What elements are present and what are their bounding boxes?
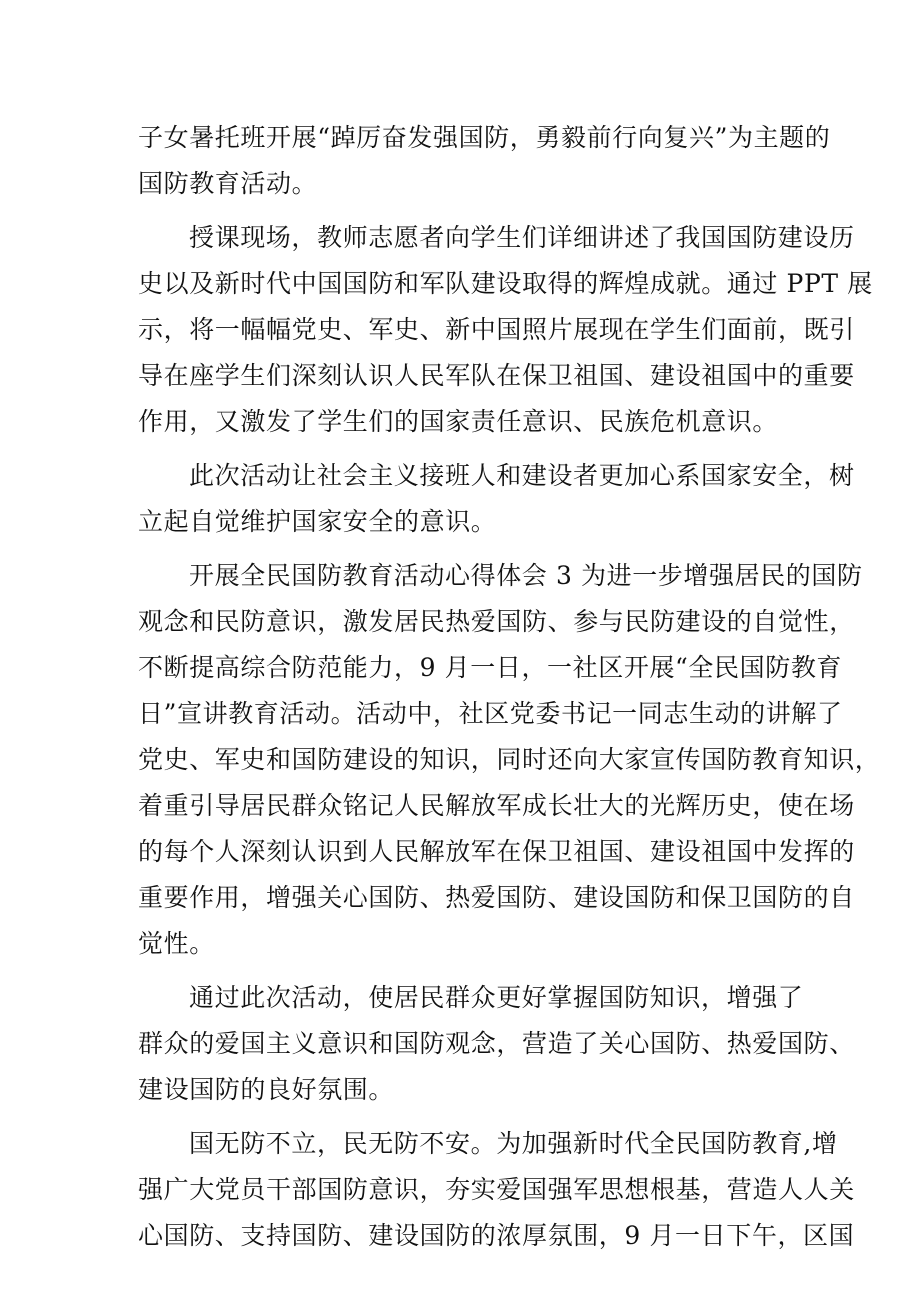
text-line: 的每个人深刻认识到人民解放军在保卫祖国、建设祖国中发挥的 [138, 837, 855, 866]
text-line: 群众的爱国主义意识和国防观念，营造了关心国防、热爱国防、 [138, 1029, 855, 1058]
text-line: 史以及新时代中国国防和军队建设取得的辉煌成就。通过 PPT 展 [138, 269, 873, 298]
text-line: 党史、军史和国防建设的知识，同时还向大家宣传国防教育知识， [138, 745, 881, 774]
text-line: 子女暑托班开展“踔厉奋发强国防，勇毅前行向复兴”为主题的 [138, 123, 831, 152]
text-line: 观念和民防意识，激发居民热爱国防、参与民防建设的自觉性， [138, 607, 855, 636]
text-line: 着重引导居民群众铭记人民解放军成长壮大的光辉历史，使在场 [138, 791, 855, 820]
paragraph-start-line: 通过此次活动，使居民群众更好掌握国防知识，增强了 [189, 983, 804, 1012]
paragraph-start-line: 开展全民国防教育活动心得体会 3 为进一步增强居民的国防 [189, 561, 863, 590]
text-line: 不断提高综合防范能力，9 月一日，一社区开展“全民国防教育 [138, 653, 843, 682]
paragraph-start-line: 此次活动让社会主义接班人和建设者更加心系国家安全，树 [189, 461, 855, 490]
text-line: 重要作用，增强关心国防、热爱国防、建设国防和保卫国防的自 [138, 883, 855, 912]
text-line: 立起自觉维护国家安全的意识。 [138, 507, 497, 536]
text-line: 日”宣讲教育活动。活动中，社区党委书记一同志生动的讲解了 [138, 699, 843, 728]
text-line: 觉性。 [138, 929, 215, 958]
text-line: 建设国防的良好氛围。 [138, 1075, 395, 1104]
paragraph-start-line: 国无防不立，民无防不安。为加强新时代全民国防教育,增 [189, 1129, 838, 1158]
text-line: 国防教育活动。 [138, 169, 318, 198]
text-line: 导在座学生们深刻认识人民军队在保卫祖国、建设祖国中的重要 [138, 361, 855, 390]
paragraph-start-line: 授课现场，教师志愿者向学生们详细讲述了我国国防建设历 [189, 223, 855, 252]
text-line: 作用，又激发了学生们的国家责任意识、民族危机意识。 [138, 407, 779, 436]
text-line: 示，将一幅幅党史、军史、新中国照片展现在学生们面前，既引 [138, 315, 855, 344]
text-line: 强广大党员干部国防意识，夯实爱国强军思想根基，营造人人关 [138, 1175, 855, 1204]
text-line: 心国防、支持国防、建设国防的浓厚氛围，9 月一日下午，区国 [138, 1221, 855, 1250]
